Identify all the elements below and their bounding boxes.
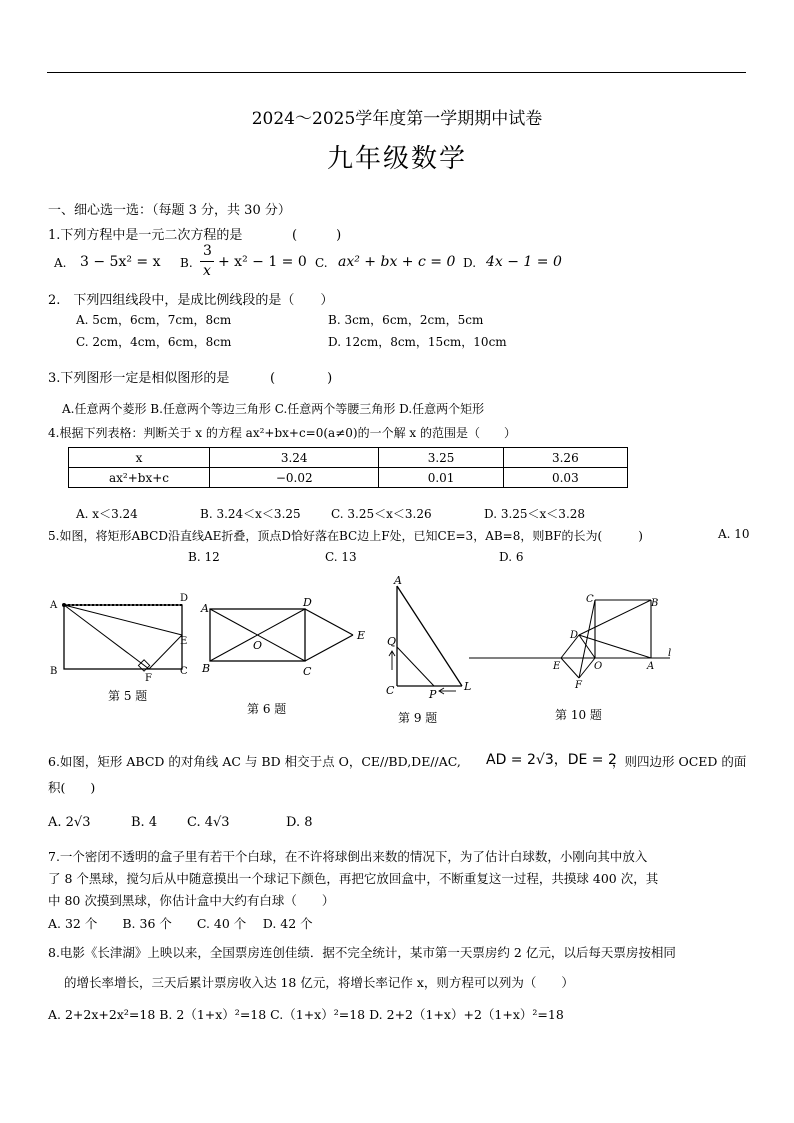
fig6-caption: 第 6 题 [247, 702, 287, 716]
fig9-label-q: Q [387, 635, 397, 648]
q6-option-d: D. 8 [286, 815, 313, 830]
exam-subject: 九年级数学 [326, 144, 467, 174]
fig10-label-b: B [651, 598, 659, 609]
q1-stem: 1.下列方程中是一元二次方程的是 [48, 228, 243, 243]
fig10-label-o: O [594, 661, 603, 672]
table-cell: ax²+bx+c [69, 468, 210, 488]
q1-option-a: 3 − 5x² = x [80, 254, 161, 270]
fig10-label-a: A [647, 661, 655, 672]
table-cell: 3.26 [503, 448, 627, 468]
q8-options: A. 2+2x+2x²=18 B. 2（1+x）²=18 C.（1+x）²=18 D. 2+2（1+x）+2（1+x）²=18 [48, 1007, 564, 1022]
q1-option-b-numerator: 3 [203, 243, 212, 259]
q5-option-a: A. 10 [718, 527, 750, 541]
figure-10 [465, 588, 685, 728]
fig9-label-p: P [429, 688, 437, 701]
figure-6 [195, 595, 375, 720]
fig10-label-d: D [570, 630, 579, 641]
q1-fraction-bar [200, 261, 214, 262]
q6-stem: 6.如图，矩形 ABCD 的对角线 AC 与 BD 相交于点 O，CE//BD,DE//AC, [48, 754, 461, 769]
fig5-label-a: A [50, 600, 58, 611]
q6-stem-line2: 积( ) [48, 780, 96, 795]
fig10-label-l: l [668, 648, 672, 659]
table-cell: x [69, 448, 210, 468]
q5-stem: 5.如图，将矩形ABCD沿直线AE折叠，顶点D恰好落在BC边上F处，已知CE=3，AB=8，则BF的长为( ) [48, 529, 643, 543]
fig9-caption: 第 9 题 [398, 711, 438, 725]
table-row [69, 468, 628, 488]
q3-answer-paren: ( ) [270, 371, 333, 386]
q1-option-a-label: A. [54, 256, 67, 270]
fig6-label-b: B [202, 662, 211, 675]
q6-option-a: A. 2√3 [48, 815, 91, 830]
q6-given: AD = 2√3，DE = 2 [486, 752, 617, 768]
table-row [69, 448, 628, 468]
q1-option-d-label: D. [463, 256, 477, 270]
fig5-caption: 第 5 题 [108, 689, 148, 703]
top-rule [47, 72, 746, 73]
fig6-label-d: D [303, 596, 312, 609]
fig5-label-d: D [180, 593, 189, 604]
figure-9 [382, 572, 477, 732]
q2-stem: 2. 下列四组线段中，是成比例线段的是（ ） [48, 293, 334, 308]
q8-line1: 8.电影《长津湖》上映以来，全国票房连创佳绩．据不完全统计，某市第一天票房约 2 亿元，以后每天票房按相同 [48, 945, 676, 960]
exam-title: 2024～2025学年度第一学期期中试卷 [251, 109, 543, 129]
q7-line3: 中 80 次摸到黑球，你估计盒中大约有白球（ ） [48, 893, 335, 908]
fig9-label-c: C [386, 684, 395, 697]
fig5-label-e: E [180, 636, 188, 647]
q2-option-c: C. 2cm，4cm，6cm，8cm [76, 335, 232, 349]
q4-option-d: D. 3.25＜x＜3.28 [484, 507, 586, 521]
q2-option-d: D. 12cm，8cm，15cm，10cm [328, 335, 507, 349]
table-cell: 0.01 [379, 468, 503, 488]
q7-line2: 了 8 个黑球，搅匀后从中随意摸出一个球记下颜色，再把它放回盒中，不断重复这一过程，共摸球 400 次，其 [48, 871, 659, 886]
fig6-label-a: A [201, 602, 209, 615]
q6-option-b: B. 4 [131, 815, 158, 830]
q8-line2: 的增长率增长，三天后累计票房收入达 18 亿元，将增长率记作 x，则方程可以列为（ ） [64, 975, 574, 990]
fig9-label-a: A [394, 574, 402, 587]
q1-option-c-label: C. [315, 256, 328, 270]
q7-options: A. 32 个 B. 36 个 C. 40 个 D. 42 个 [48, 916, 313, 931]
q5-option-c: C. 13 [325, 550, 357, 564]
q4-option-b: B. 3.24＜x＜3.25 [200, 507, 301, 521]
fig10-label-e: E [553, 661, 561, 672]
q1-option-b-label: B. [180, 256, 193, 270]
table-cell: 3.25 [379, 448, 503, 468]
fig5-label-b: B [50, 666, 58, 677]
q4-option-a: A. x＜3.24 [76, 507, 138, 521]
q1-answer-paren: ( ) [292, 228, 342, 243]
q2-option-b: B. 3cm，6cm，2cm，5cm [328, 313, 484, 327]
q6-stem-tail: ，则四边形 OCED 的面 [612, 754, 747, 769]
q3-options: A.任意两个菱形 B.任意两个等边三角形 C.任意两个等腰三角形 D.任意两个矩形 [62, 402, 485, 416]
fig10-caption: 第 10 题 [555, 708, 602, 722]
table-cell: 0.03 [503, 468, 627, 488]
fig10-label-f: F [575, 680, 582, 691]
q4-stem: 4.根据下列表格：判断关于 x 的方程 ax²+bx+c=0(a≠0)的一个解 x 的范围是（ ） [48, 426, 516, 440]
q3-stem: 3.下列图形一定是相似图形的是 [48, 371, 230, 386]
section-heading: 一、细心选一选：（每题 3 分，共 30 分） [48, 203, 291, 218]
table-cell: 3.24 [210, 448, 379, 468]
q2-option-a: A. 5cm，6cm，7cm，8cm [76, 313, 232, 327]
fig6-label-e: E [357, 629, 366, 642]
fig5-label-f: F [145, 673, 152, 684]
fig9-label-l: L [464, 680, 472, 693]
table-cell: −0.02 [210, 468, 379, 488]
q1-option-b-rest: + x² − 1 = 0 [218, 254, 307, 270]
q5-option-b: B. 12 [188, 550, 220, 564]
q1-option-c: ax² + bx + c = 0 [338, 254, 456, 270]
q7-line1: 7.一个密闭不透明的盒子里有若干个白球，在不许将球倒出来数的情况下，为了估计白球数，小刚向其中放入 [48, 849, 648, 864]
fig6-label-c: C [303, 665, 312, 678]
q1-option-b-denominator: x [203, 263, 211, 279]
q4-value-table [68, 447, 628, 488]
q4-option-c: C. 3.25＜x＜3.26 [331, 507, 432, 521]
fig10-label-c: C [586, 594, 594, 605]
figure-5 [40, 590, 200, 710]
fig6-label-o: O [253, 639, 263, 652]
q5-option-d: D. 6 [499, 550, 524, 564]
q6-option-c: C. 4√3 [187, 815, 230, 830]
fig5-label-c: C [180, 666, 188, 677]
q1-option-d: 4x − 1 = 0 [486, 254, 562, 270]
